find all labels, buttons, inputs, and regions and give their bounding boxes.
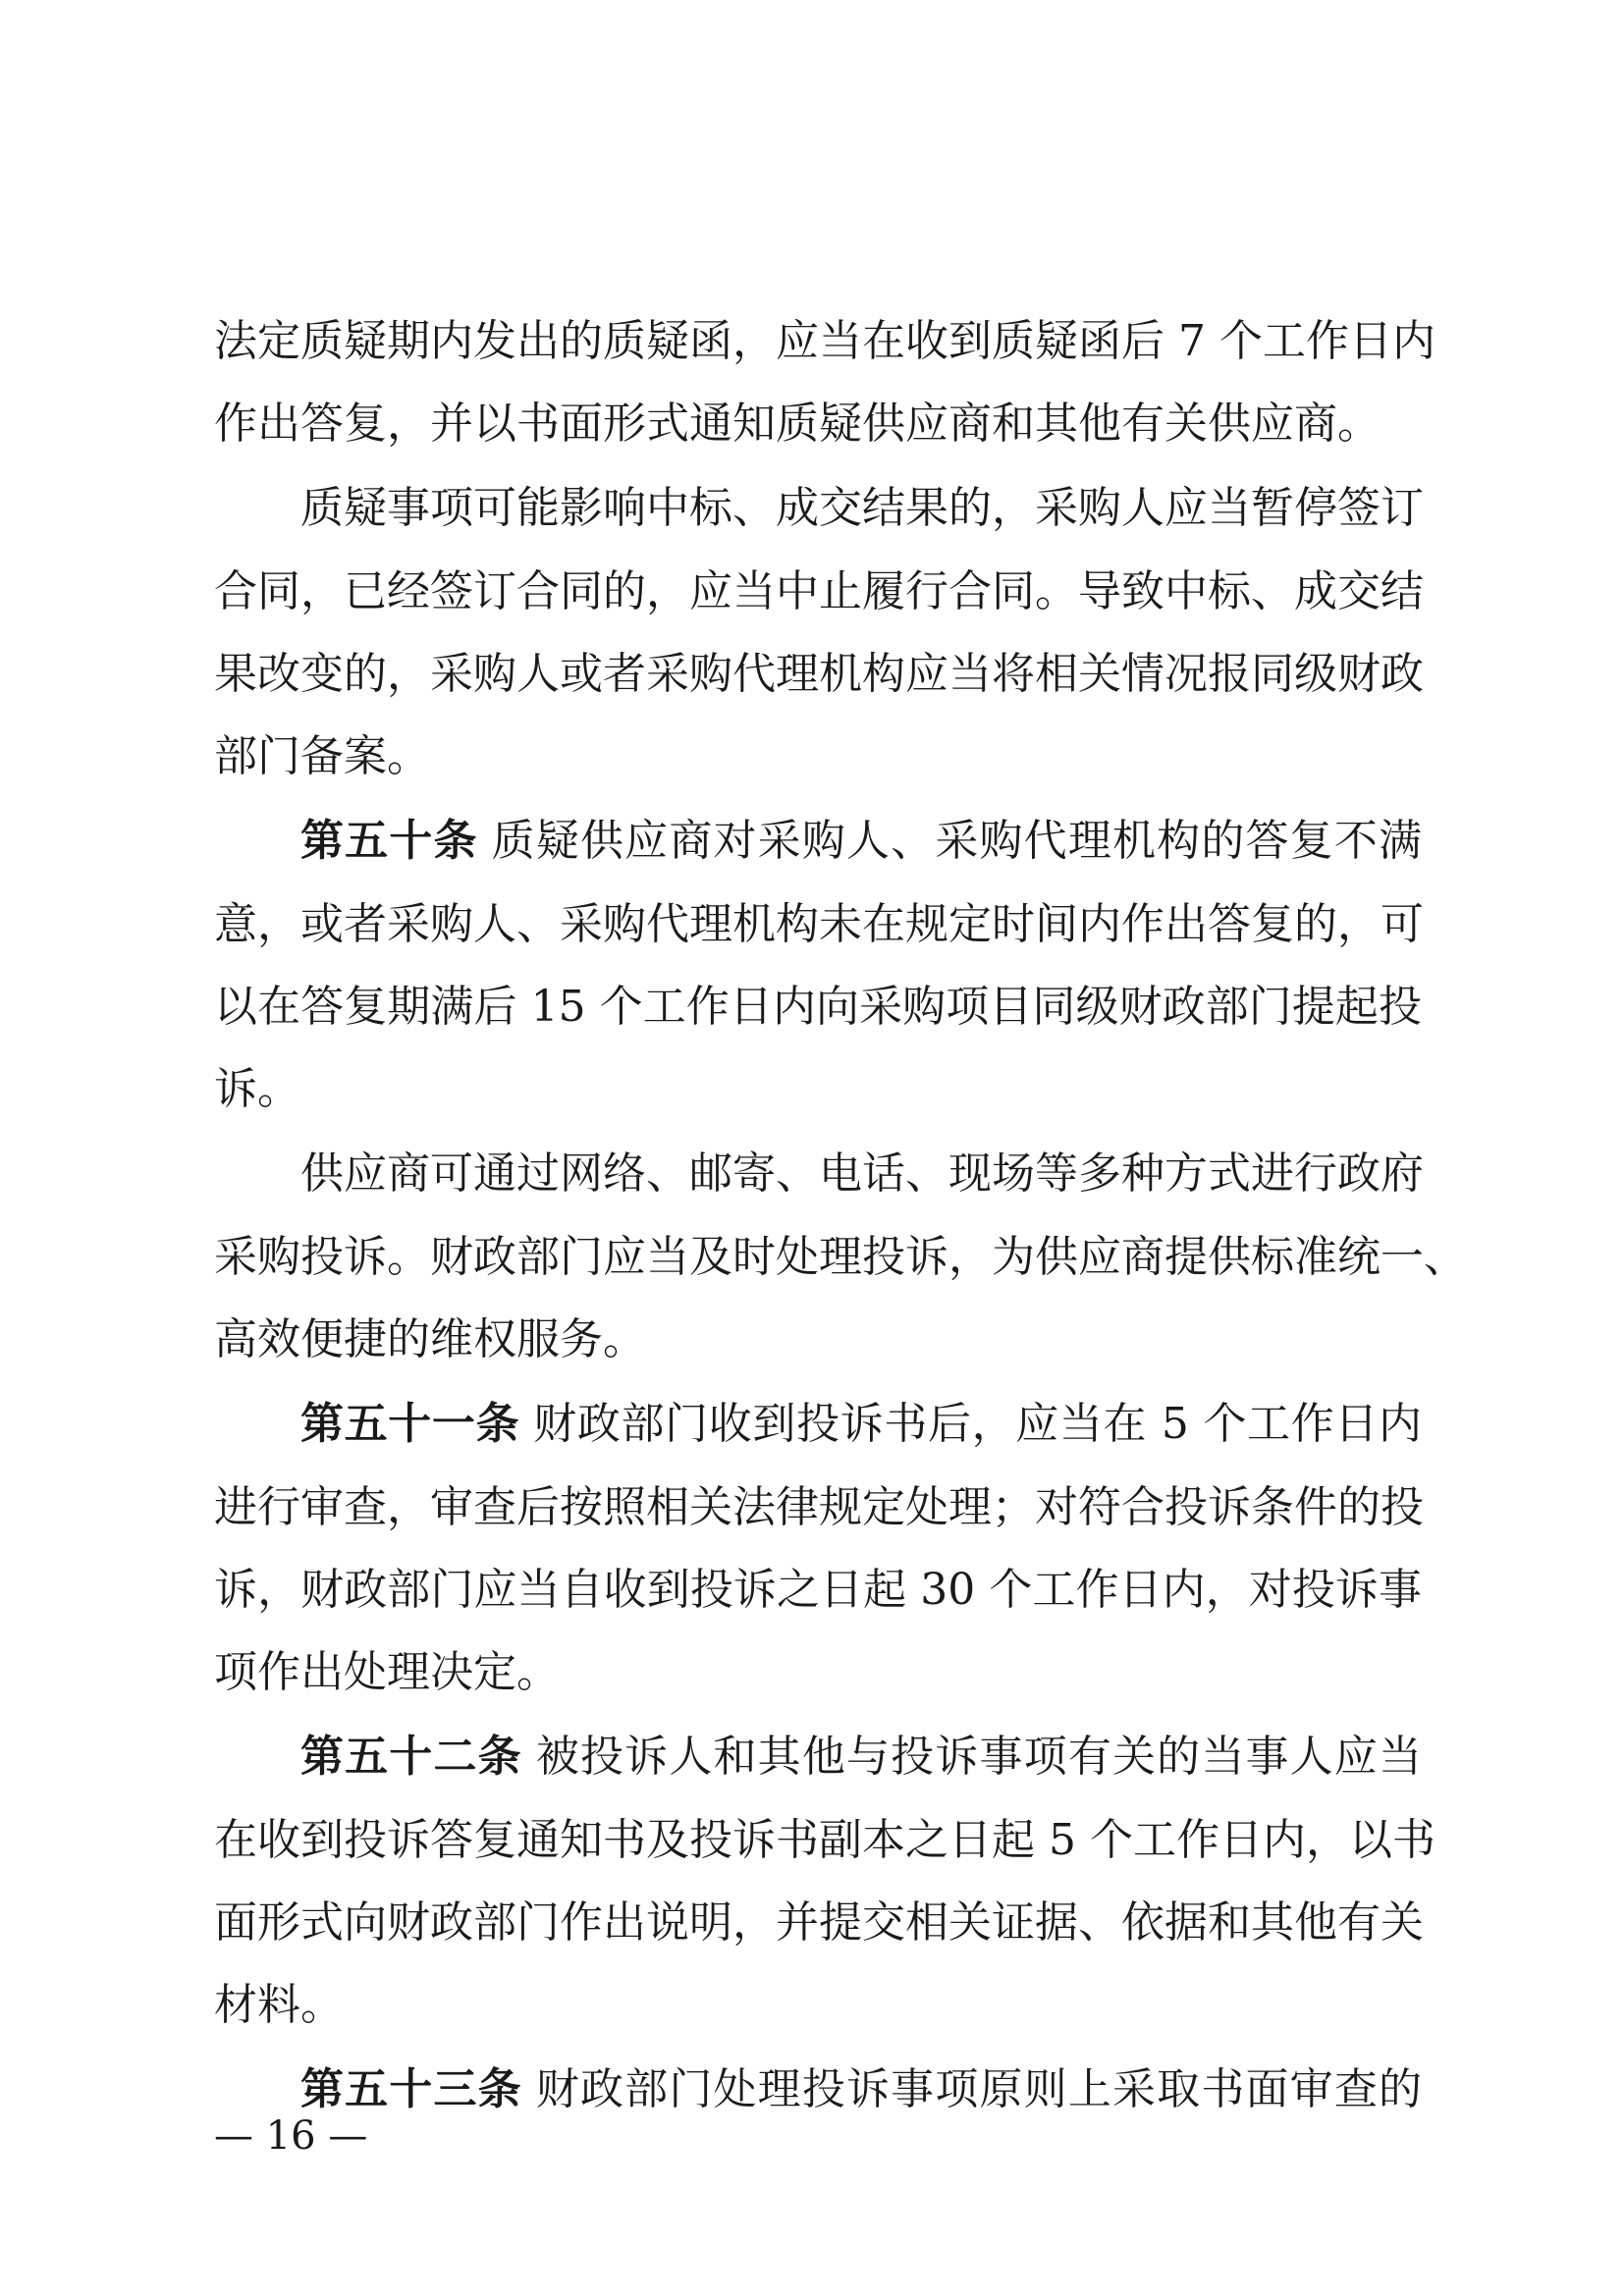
paragraph-line: 供应商可通过网络、邮寄、电话、现场等多种方式进行政府 bbox=[300, 1148, 1424, 1199]
paragraph-line: 意，或者采购人、采购代理机构未在规定时间内作出答复的，可 bbox=[214, 899, 1424, 949]
paragraph-line: 采购投诉。财政部门应当及时处理投诉，为供应商提供标准统一、 bbox=[214, 1232, 1467, 1282]
paragraph-line: 诉，财政部门应当自收到投诉之日起 30 个工作日内，对投诉事 bbox=[214, 1565, 1422, 1615]
paragraph-line: 以在答复期满后 15 个工作日内向采购项目同级财政部门提起投 bbox=[214, 982, 1422, 1032]
article-50-line bbox=[300, 812, 1422, 871]
article-text: 被投诉人和其他与投诉事项有关的当事人应当 bbox=[535, 1732, 1423, 1782]
article-text: 财政部门收到投诉书后，应当在 5 个工作日内 bbox=[533, 1399, 1423, 1449]
article-number: 第五十条 bbox=[300, 816, 478, 866]
paragraph-line: 质疑事项可能影响中标、成交结果的，采购人应当暂停签订 bbox=[300, 483, 1424, 533]
paragraph-line: 材料。 bbox=[214, 1980, 344, 2030]
paragraph-line: 进行审查，审查后按照相关法律规定处理；对符合投诉条件的投 bbox=[214, 1482, 1424, 1532]
paragraph-line: 果改变的，采购人或者采购代理机构应当将相关情况报同级财政 bbox=[214, 649, 1424, 699]
article-52-line bbox=[300, 1728, 1422, 1787]
article-number: 第五十三条 bbox=[300, 2064, 522, 2114]
paragraph-line: 作出答复，并以书面形式通知质疑供应商和其他有关供应商。 bbox=[214, 399, 1380, 449]
paragraph-line: 面形式向财政部门作出说明，并提交相关证据、依据和其他有关 bbox=[214, 1897, 1424, 1948]
paragraph-line: 在收到投诉答复通知书及投诉书副本之日起 5 个工作日内，以书 bbox=[214, 1815, 1435, 1865]
article-53-line bbox=[300, 2060, 1422, 2119]
article-number: 第五十二条 bbox=[300, 1732, 522, 1782]
paragraph-line: 诉。 bbox=[214, 1064, 300, 1114]
paragraph-line: 项作出处理决定。 bbox=[214, 1647, 560, 1697]
article-text: 质疑供应商对采购人、采购代理机构的答复不满 bbox=[491, 816, 1423, 866]
article-number: 第五十一条 bbox=[300, 1399, 520, 1449]
paragraph-line: 部门备案。 bbox=[214, 731, 430, 781]
article-51-line bbox=[300, 1395, 1422, 1454]
paragraph-line: 合同，已经签订合同的，应当中止履行合同。导致中标、成交结 bbox=[214, 566, 1424, 616]
paragraph-line: 法定质疑期内发出的质疑函，应当在收到质疑函后 7 个工作日内 bbox=[214, 316, 1435, 366]
page-number: — 16 — bbox=[214, 2113, 368, 2159]
paragraph-line: 高效便捷的维权服务。 bbox=[214, 1314, 646, 1364]
article-text: 财政部门处理投诉事项原则上采取书面审查的 bbox=[535, 2064, 1423, 2114]
